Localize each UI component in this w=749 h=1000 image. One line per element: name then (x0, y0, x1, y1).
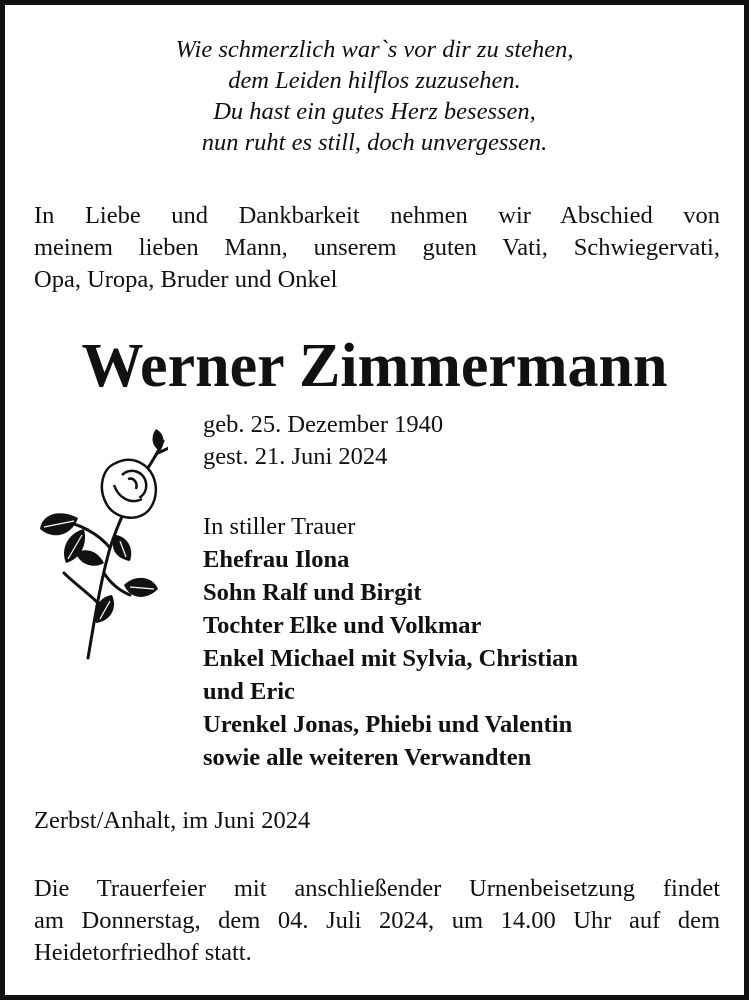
birth-date: geb. 25. Dezember 1940 (203, 411, 444, 438)
death-date: gest. 21. Juni 2024 (203, 443, 388, 470)
intro-line: meinem lieben Mann, unserem guten Vati, Schwiegervati, (34, 234, 720, 261)
funeral-line: am Donnerstag, dem 04. Juli 2024, um 14.00 Uhr auf dem (34, 907, 720, 934)
funeral-line: Heidetorfriedhof statt. (34, 939, 252, 966)
intro-text (34, 200, 720, 296)
poem-line: Wie schmerzlich war`s vor dir zu stehen, (175, 36, 574, 63)
memorial-poem (5, 34, 744, 158)
poem-line: Du hast ein gutes Herz besessen, (213, 98, 536, 125)
mourner-line: Enkel Michael mit Sylvia, Christian (203, 645, 579, 672)
funeral-line: Die Trauerfeier mit anschließender Urnenbeisetzung findet (34, 875, 720, 902)
mourner-line: und Eric (203, 678, 295, 705)
poem-line: dem Leiden hilflos zuzusehen. (228, 67, 521, 94)
place-and-date: Zerbst/Anhalt, im Juni 2024 (34, 807, 311, 834)
poem-line: nun ruht es still, doch unvergessen. (201, 129, 548, 156)
intro-line: Opa, Uropa, Bruder und Onkel (34, 266, 338, 293)
mourner-line: Tochter Elke und Volkmar (203, 612, 482, 639)
life-dates (203, 409, 443, 473)
mourner-line: Urenkel Jonas, Phiebi und Valentin (203, 711, 573, 738)
rose-icon (38, 423, 168, 663)
mourners-list (203, 510, 578, 774)
intro-line: In Liebe und Dankbarkeit nehmen wir Abschied von (34, 202, 720, 229)
mourners-heading: In stiller Trauer (203, 513, 356, 540)
funeral-details (34, 873, 720, 969)
mourner-line: Sohn Ralf und Birgit (203, 579, 422, 606)
mourner-line: Ehefrau Ilona (203, 546, 350, 573)
mourner-line: sowie alle weiteren Verwandten (203, 744, 532, 771)
deceased-name: Werner Zimmermann (81, 332, 668, 400)
